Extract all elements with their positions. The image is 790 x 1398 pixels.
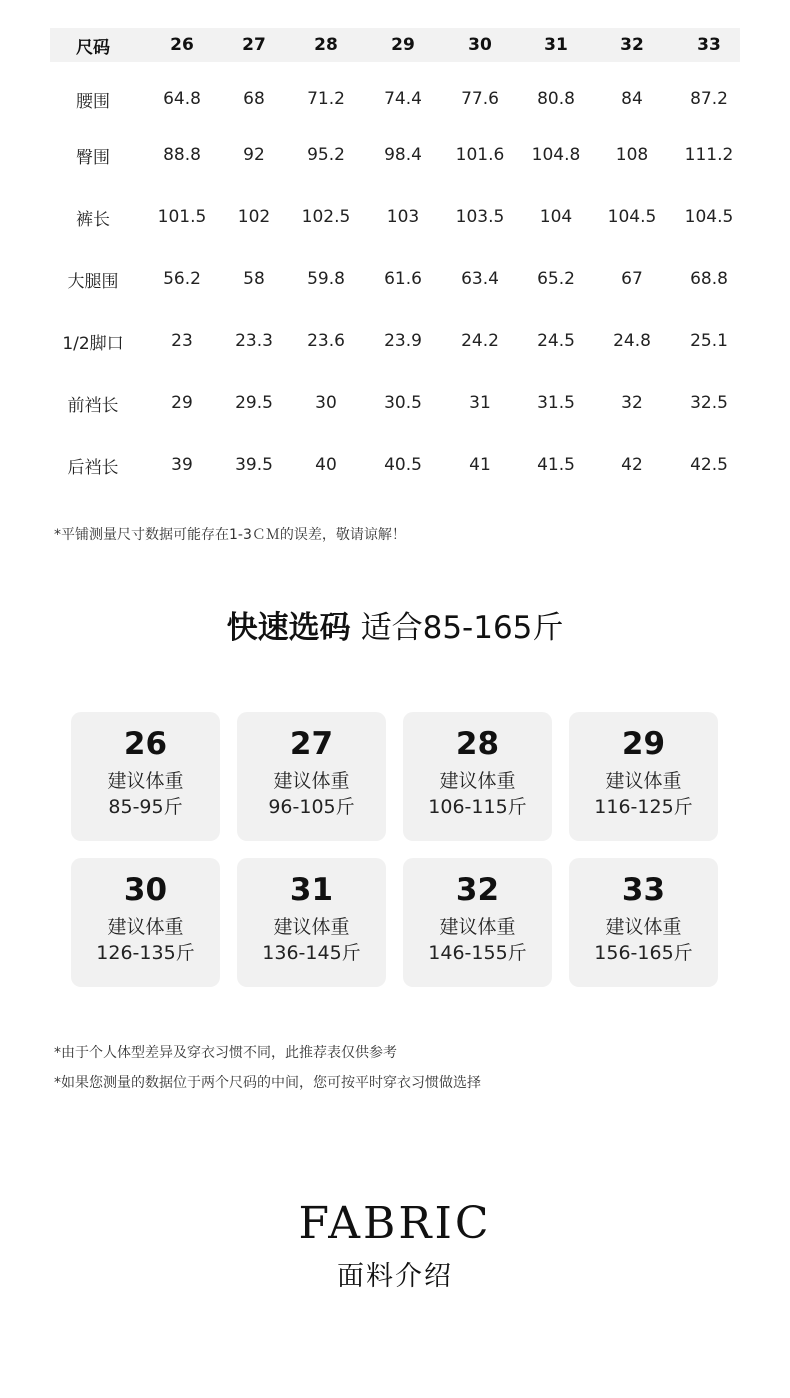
fabric-subtitle: 面料介绍 [337, 1261, 453, 1292]
table-cell: 102.5 [301, 207, 351, 227]
table-cell: 58 [243, 269, 265, 289]
table-cell: 68.8 [690, 269, 728, 289]
table-cell: 61.6 [384, 269, 422, 289]
card-size: 29 [621, 726, 666, 762]
table-cell: 104.5 [684, 207, 734, 227]
card-size: 26 [123, 726, 168, 762]
card-weight-range: 146-155斤 [428, 942, 527, 964]
table-cell: 88.8 [163, 145, 201, 165]
size-card [403, 712, 552, 841]
table-row [50, 124, 740, 186]
table-cell: 67 [621, 269, 643, 289]
table-cell: 102 [237, 207, 271, 227]
table-cell: 29 [171, 393, 193, 413]
table-cell: 31 [469, 393, 491, 413]
table-cell: 23 [171, 331, 193, 351]
card-weight-range: 106-115斤 [428, 796, 527, 818]
size-card [71, 712, 220, 841]
table-cell: 101.5 [157, 207, 207, 227]
table-cell: 24.5 [537, 331, 575, 351]
table-cell: 25.1 [690, 331, 728, 351]
card-weight-range: 156-165斤 [594, 942, 693, 964]
recommendation-note: *由于个人体型差异及穿衣习惯不同，此推荐表仅供参考 [54, 1045, 397, 1061]
table-row [50, 310, 740, 372]
table-row [50, 186, 740, 248]
table-cell: 56.2 [163, 269, 201, 289]
table-row [50, 248, 740, 310]
table-cell: 39 [171, 455, 193, 475]
table-cell: 80.8 [537, 89, 575, 109]
card-label: 建议体重 [439, 916, 516, 938]
table-cell: 42 [621, 455, 643, 475]
card-label: 建议体重 [273, 916, 350, 938]
card-size: 33 [621, 872, 666, 908]
table-cell: 74.4 [384, 89, 422, 109]
table-cell: 24.2 [461, 331, 499, 351]
table-cell: 42.5 [690, 455, 728, 475]
weight-range-heading: 适合85-165斤 [360, 610, 564, 646]
card-size: 28 [455, 726, 500, 762]
table-cell: 65.2 [537, 269, 575, 289]
row-label: 大腿围 [67, 271, 119, 292]
card-size: 31 [289, 872, 334, 908]
between-sizes-note: *如果您测量的数据位于两个尺码的中间，您可按平时穿衣习惯做选择 [54, 1075, 481, 1091]
table-cell: 98.4 [384, 145, 422, 165]
table-cell: 63.4 [461, 269, 499, 289]
table-cell: 41 [469, 455, 491, 475]
size-card [237, 858, 386, 987]
table-cell: 59.8 [307, 269, 345, 289]
card-size: 32 [455, 872, 500, 908]
header-cell: 32 [620, 35, 644, 55]
table-cell: 101.6 [455, 145, 505, 165]
header-cell: 尺码 [76, 37, 110, 58]
card-weight-range: 126-135斤 [96, 942, 195, 964]
header-cell: 29 [391, 35, 415, 55]
size-header-row [50, 28, 740, 62]
quick-select-heading: 快速选码 [226, 610, 351, 646]
size-card [403, 858, 552, 987]
table-cell: 23.9 [384, 331, 422, 351]
table-cell: 71.2 [307, 89, 345, 109]
card-weight-range: 96-105斤 [268, 796, 355, 818]
card-weight-range: 85-95斤 [108, 796, 183, 818]
table-cell: 32 [621, 393, 643, 413]
card-label: 建议体重 [439, 770, 516, 792]
card-label: 建议体重 [605, 916, 682, 938]
card-label: 建议体重 [605, 770, 682, 792]
size-card [71, 858, 220, 987]
header-cell: 33 [697, 35, 721, 55]
card-weight-range: 116-125斤 [594, 796, 693, 818]
table-cell: 41.5 [537, 455, 575, 475]
table-cell: 29.5 [235, 393, 273, 413]
card-size: 27 [289, 726, 334, 762]
header-cell: 30 [468, 35, 492, 55]
table-cell: 40.5 [384, 455, 422, 475]
row-label: 臀围 [76, 147, 110, 168]
row-label: 后裆长 [67, 457, 119, 478]
table-cell: 84 [621, 89, 643, 109]
header-cell: 28 [314, 35, 338, 55]
card-label: 建议体重 [107, 770, 184, 792]
table-cell: 92 [243, 145, 265, 165]
quick-select-title [0, 602, 790, 647]
header-cell: 31 [544, 35, 568, 55]
table-cell: 40 [315, 455, 337, 475]
measurement-error-note: *平铺测量尺寸数据可能存在1-3ＣＭ的误差，敬请谅解！ [54, 527, 406, 543]
table-cell: 24.8 [613, 331, 651, 351]
table-row [50, 372, 740, 434]
row-label: 腰围 [76, 91, 110, 112]
table-cell: 87.2 [690, 89, 728, 109]
table-cell: 31.5 [537, 393, 575, 413]
row-label: 裤长 [76, 209, 110, 230]
fabric-title: FABRIC [298, 1198, 492, 1249]
size-card [569, 712, 718, 841]
size-chart-table [50, 28, 740, 496]
card-label: 建议体重 [107, 916, 184, 938]
table-cell: 95.2 [307, 145, 345, 165]
table-cell: 68 [243, 89, 265, 109]
table-row [50, 62, 740, 124]
table-cell: 23.6 [307, 331, 345, 351]
header-cell: 26 [170, 35, 194, 55]
table-cell: 111.2 [684, 145, 734, 165]
table-cell: 104.5 [607, 207, 657, 227]
table-cell: 30 [315, 393, 337, 413]
table-cell: 23.3 [235, 331, 273, 351]
table-cell: 77.6 [461, 89, 499, 109]
table-cell: 103 [386, 207, 420, 227]
table-cell: 104 [539, 207, 573, 227]
table-cell: 39.5 [235, 455, 273, 475]
row-label: 前裆长 [67, 395, 119, 416]
card-label: 建议体重 [273, 770, 350, 792]
table-cell: 32.5 [690, 393, 728, 413]
card-weight-range: 136-145斤 [262, 942, 361, 964]
table-cell: 64.8 [163, 89, 201, 109]
table-cell: 108 [615, 145, 649, 165]
table-cell: 30.5 [384, 393, 422, 413]
table-row [50, 434, 740, 496]
table-cell: 104.8 [531, 145, 581, 165]
card-size: 30 [123, 872, 168, 908]
table-cell: 103.5 [455, 207, 505, 227]
header-cell: 27 [242, 35, 266, 55]
row-label: 1/2脚口 [62, 333, 124, 354]
size-card [569, 858, 718, 987]
size-card [237, 712, 386, 841]
